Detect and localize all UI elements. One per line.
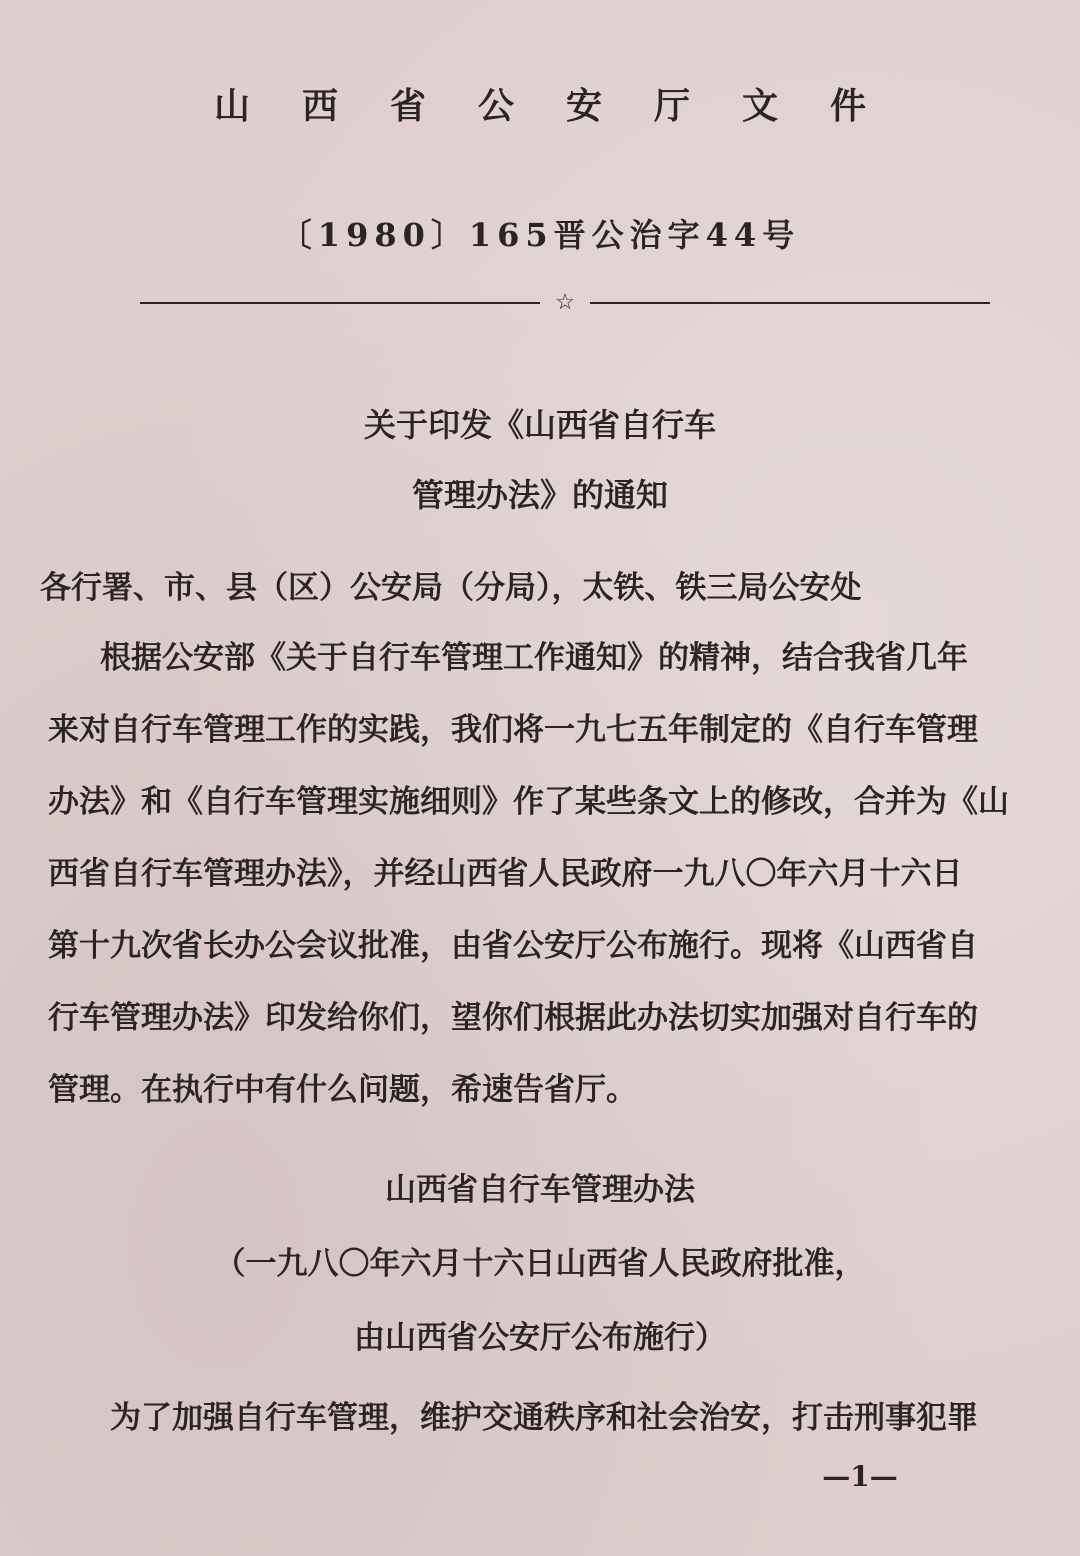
body-line: 办法》和《自行车管理实施细则》作了某些条文上的修改，合并为《山 bbox=[48, 784, 1009, 820]
notice-title-line-2: 管理办法》的通知 bbox=[411, 476, 668, 514]
addressee-line: 各行署、市、县（区）公安局（分局），太铁、铁三局公安处 bbox=[40, 570, 862, 606]
document-header-title: 山西省公安厅文件 bbox=[213, 85, 918, 127]
body-line: 来对自行车管理工作的实践，我们将一九七五年制定的《自行车管理 bbox=[48, 712, 978, 748]
notice-title-line-1: 关于印发《山西省自行车 bbox=[363, 406, 716, 444]
document-number: 〔1980〕165晋公治字44号 bbox=[279, 216, 801, 254]
star-icon: ☆ bbox=[555, 290, 575, 315]
page-number: —1— bbox=[822, 1460, 898, 1493]
body-line: 西省自行车管理办法》，并经山西省人民政府一九八〇年六月十六日 bbox=[48, 856, 963, 892]
rules-approval-line-2: 由山西省公安厅公布施行） bbox=[354, 1320, 726, 1356]
body-line: 行车管理办法》印发给你们，望你们根据此办法切实加强对自行车的 bbox=[48, 1000, 978, 1036]
divider-line-right bbox=[590, 302, 990, 304]
body-line: 第十九次省长办公会议批准，由省公安厅公布施行。现将《山西省自 bbox=[48, 928, 978, 964]
rules-title: 山西省自行车管理办法 bbox=[385, 1172, 695, 1208]
body-line: 根据公安部《关于自行车管理工作通知》的精神，结合我省几年 bbox=[100, 640, 968, 676]
body-line: 管理。在执行中有什么问题，希速告省厅。 bbox=[48, 1072, 637, 1108]
divider-line-left bbox=[140, 302, 540, 304]
header-divider bbox=[140, 288, 990, 318]
rules-approval-line-1: （一九八〇年六月十六日山西省人民政府批准， bbox=[214, 1246, 866, 1282]
rules-first-line: 为了加强自行车管理，维护交通秩序和社会治安，打击刑事犯罪 bbox=[110, 1400, 978, 1436]
